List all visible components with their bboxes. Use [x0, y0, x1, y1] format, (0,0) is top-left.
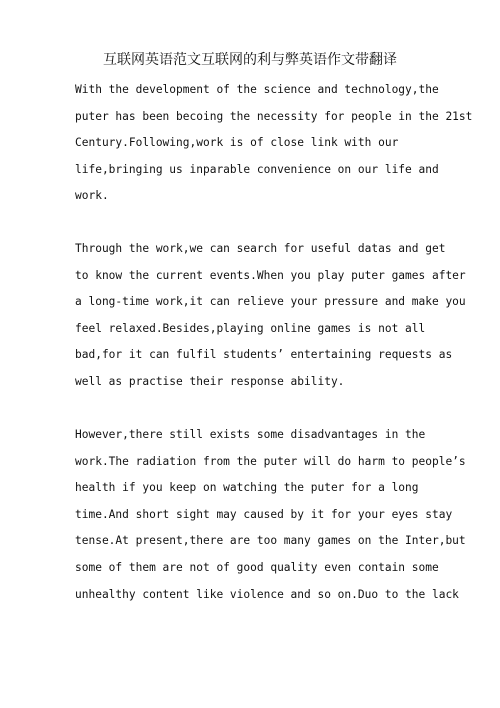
paragraph-line: time.And short sight may caused by it for your eyes stay — [75, 507, 453, 521]
paragraph-1 — [75, 77, 473, 210]
paragraph-line: Century.Following,work is of close link with our — [75, 136, 399, 150]
paragraph-line: feel relaxed.Besides,playing online games is not all — [75, 321, 426, 335]
paragraph-line: to know the current events.When you play puter games after — [75, 268, 466, 282]
paragraph-line: unhealthy content like violence and so on.Duo to the lack — [75, 587, 459, 601]
paragraph-line: However,there still exists some disadvantages in the — [75, 428, 426, 441]
paragraph-line: tense.At present,there are too many games on the Inter,but — [75, 534, 466, 548]
paragraph-line: life,bringing us inparable convenience on our life and — [75, 162, 439, 176]
paragraph-line: bad,for it can fulfil students’ entertaining requests as — [75, 348, 453, 362]
paragraph-2 — [75, 236, 466, 396]
paragraph-line: well as practise their response ability. — [75, 374, 345, 388]
paragraph-line: a long-time work,it can relieve your pressure and make you — [75, 295, 466, 309]
paragraph-line: some of them are not of good quality even contain some — [75, 560, 439, 574]
paragraph-line: Through the work,we can search for useful datas and get — [75, 242, 446, 255]
paragraph-line: With the development of the science and technology,the — [75, 83, 439, 96]
paragraph-line: work. — [75, 189, 109, 203]
paragraph-line: puter has been becoing the necessity for people in the 21st — [75, 109, 473, 123]
paragraph-3 — [75, 422, 466, 608]
paragraph-line: health if you keep on watching the puter for a long — [75, 481, 419, 495]
document-title: 互联网英语范文互联网的利与弊英语作文带翻译 — [103, 52, 397, 68]
paragraph-line: work.The radiation from the puter will do harm to people’s — [75, 454, 466, 468]
